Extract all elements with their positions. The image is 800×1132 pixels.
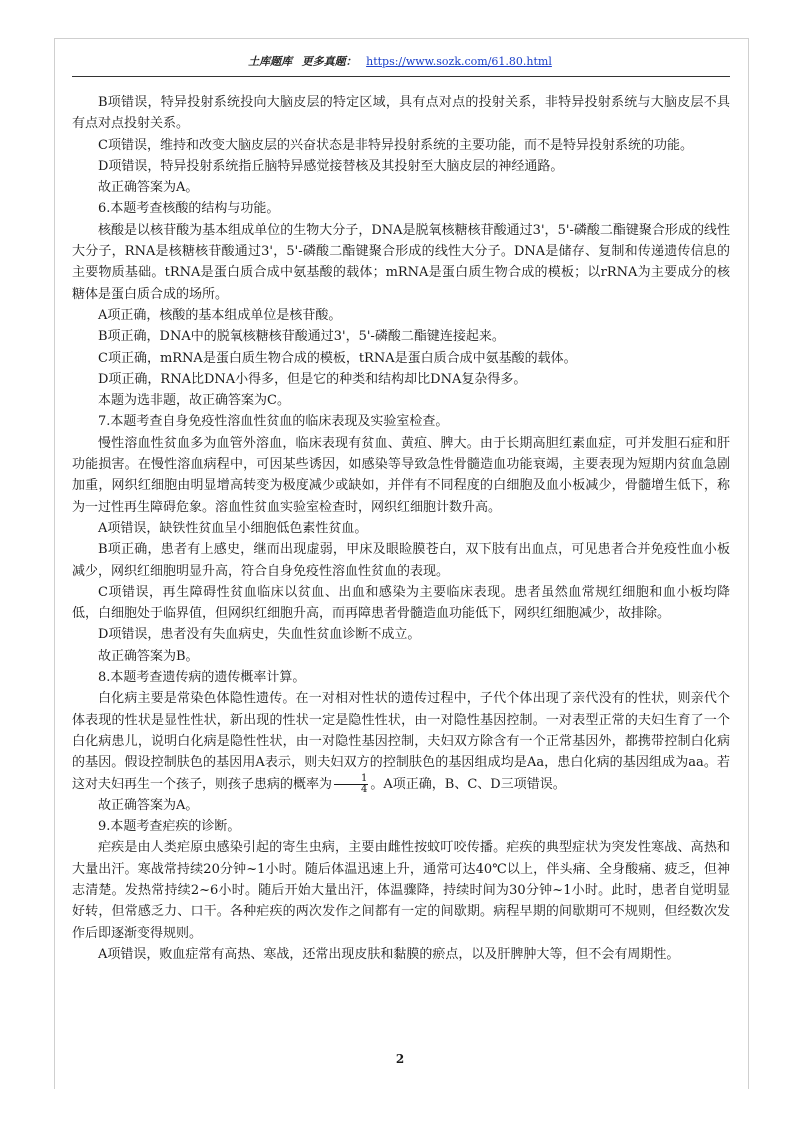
paragraph-text-tail: 。A项正确，B、C、D三项错误。 [370,776,566,792]
paragraph: 故正确答案为A。 [98,797,199,813]
paragraph: 故正确答案为B。 [98,648,199,664]
paragraph: C项正确，mRNA是蛋白质生物合成的模板，tRNA是蛋白质合成中氨基酸的载体。 [98,350,577,366]
paragraph: 核酸是以核苷酸为基本组成单位的生物大分子，DNA是脱氧核糖核苷酸通过3'，5'-磷酸二酯键聚合形成的线性大分子，RNA是核糖核苷酸通过3'，5'-磷酸二酯键聚合形成的线性大分子。DNA是储存、复制和传递遗传信息的主要物质基础。tRNA是蛋白质合成中氨基酸的载体；mRNA是蛋白质生物合成的模板；以rRNA为主要成分的核糖体是蛋白质合成的场所。 [72,222,730,302]
paragraph: D项正确，RNA比DNA小得多，但是它的种类和结构却比DNA复杂得多。 [98,371,527,387]
paragraph: A项错误，败血症常有高热、寒战，还常出现皮肤和黏膜的瘀点，以及肝脾肿大等，但不会有周期性。 [98,946,680,962]
document-body [72,92,730,965]
paragraph: 疟疾是由人类疟原虫感染引起的寄生虫病，主要由雌性按蚊叮咬传播。疟疾的典型症状为突发性寒战、高热和大量出汗。寒战常持续20分钟~1小时。随后体温迅速上升，通常可达40℃以上，伴头痛、全身酸痛、疲乏，但神志清楚。发热常持续2~6小时。随后开始大量出汗，体温骤降，持续时间为30分钟~1小时。此时，患者自觉明显好转，但常感乏力、口干。各种疟疾的两次发作之间都有一定的间歇期。病程早期的间歇期可不规则，但经数次发作后即逐渐变得规则。 [72,840,730,941]
paragraph: C项错误，维持和改变大脑皮层的兴奋状态是非特异投射系统的主要功能，而不是特异投射系统的功能。 [98,137,693,153]
paragraph: A项错误，缺铁性贫血呈小细胞低色素性贫血。 [98,520,368,536]
fraction-numerator: 1 [334,774,368,785]
paragraph-text: 白化病主要是常染色体隐性遗传。在一对相对性状的遗传过程中，子代个体出现了亲代没有的性状，则亲代个体表现的性状是显性性状，新出现的性状一定是隐性性状，由一对隐性基因控制。一对表型正常的夫妇生育了一个白化病患儿，说明白化病是隐性性状，由一对隐性基因控制，夫妇双方除含有一个正常基因外，都携带控制白化病的基因。假设控制肤色的基因用A表示，则夫妇双方的控制肤色的基因组成均是Aa，患白化病的基因组成为aa。若这对夫妇再生一个孩子，则孩子患病的概率为 [72,691,730,792]
paragraph: B项错误，特异投射系统投向大脑皮层的特定区域，具有点对点的投射关系，非特异投射系统与大脑皮层不具有点对点投射关系。 [72,95,730,132]
paragraph: 故正确答案为A。 [98,180,199,196]
paragraph: 本题为选非题，故正确答案为C。 [98,393,290,409]
paragraph: D项错误，患者没有失血病史，失血性贫血诊断不成立。 [98,627,421,643]
paragraph: B项正确，DNA中的脱氧核糖核苷酸通过3'，5'-磷酸二酯键连接起来。 [98,329,505,345]
paragraph: B项正确，患者有上感史，继而出现虚弱，甲床及眼睑膜苍白，双下肢有出血点，可见患者合并免疫性血小板减少，网织红细胞明显升高，符合自身免疫性溶血性贫血的表现。 [72,542,730,579]
page-header [0,52,800,72]
paragraph: 慢性溶血性贫血多为血管外溶血，临床表现有贫血、黄疸、脾大。由于长期高胆红素血症，可并发胆石症和肝功能损害。在慢性溶血病程中，可因某些诱因，如感染等导致急性骨髓造血功能衰竭，主要表现为短期内贫血急剧加重，网织红细胞由明显增高转变为极度减少或缺如，并伴有不同程度的白细胞及血小板减少，骨髓增生低下，称为一过性再生障碍危象。溶血性贫血实验室检查时，网织红细胞计数升高。 [72,435,730,515]
section-heading: 6.本题考查核酸的结构与功能。 [98,201,280,217]
section-heading: 7.本题考查自身免疫性溶血性贫血的临床表现及实验室检查。 [98,414,449,430]
section-heading: 8.本题考查遗传病的遗传概率计算。 [98,670,306,686]
header-more-label: 更多真题： [301,55,357,68]
fraction-denominator: 4 [361,783,368,795]
header-url-link[interactable]: https://www.sozk.com/61.80.html [366,55,552,68]
paragraph: D项错误，特异投射系统指丘脑特异感觉接替核及其投射至大脑皮层的神经通路。 [98,158,564,174]
paragraph: C项错误，再生障碍性贫血临床以贫血、出血和感染为主要临床表现。患者虽然血常规红细胞和血小板均降低，白细胞处于临界值，但网织红细胞升高，而再障患者骨髓造血功能低下，网织红细胞减少，故排除。 [72,584,730,622]
section-heading: 9.本题考查疟疾的诊断。 [98,819,241,835]
page-number: 2 [395,1052,405,1066]
header-site-name: 土库题库 [248,55,293,68]
paragraph: A项正确，核酸的基本组成单位是核苷酸。 [98,307,342,323]
header-divider [72,76,730,77]
probability-fraction [334,774,368,795]
paragraph-with-fraction [72,688,730,794]
